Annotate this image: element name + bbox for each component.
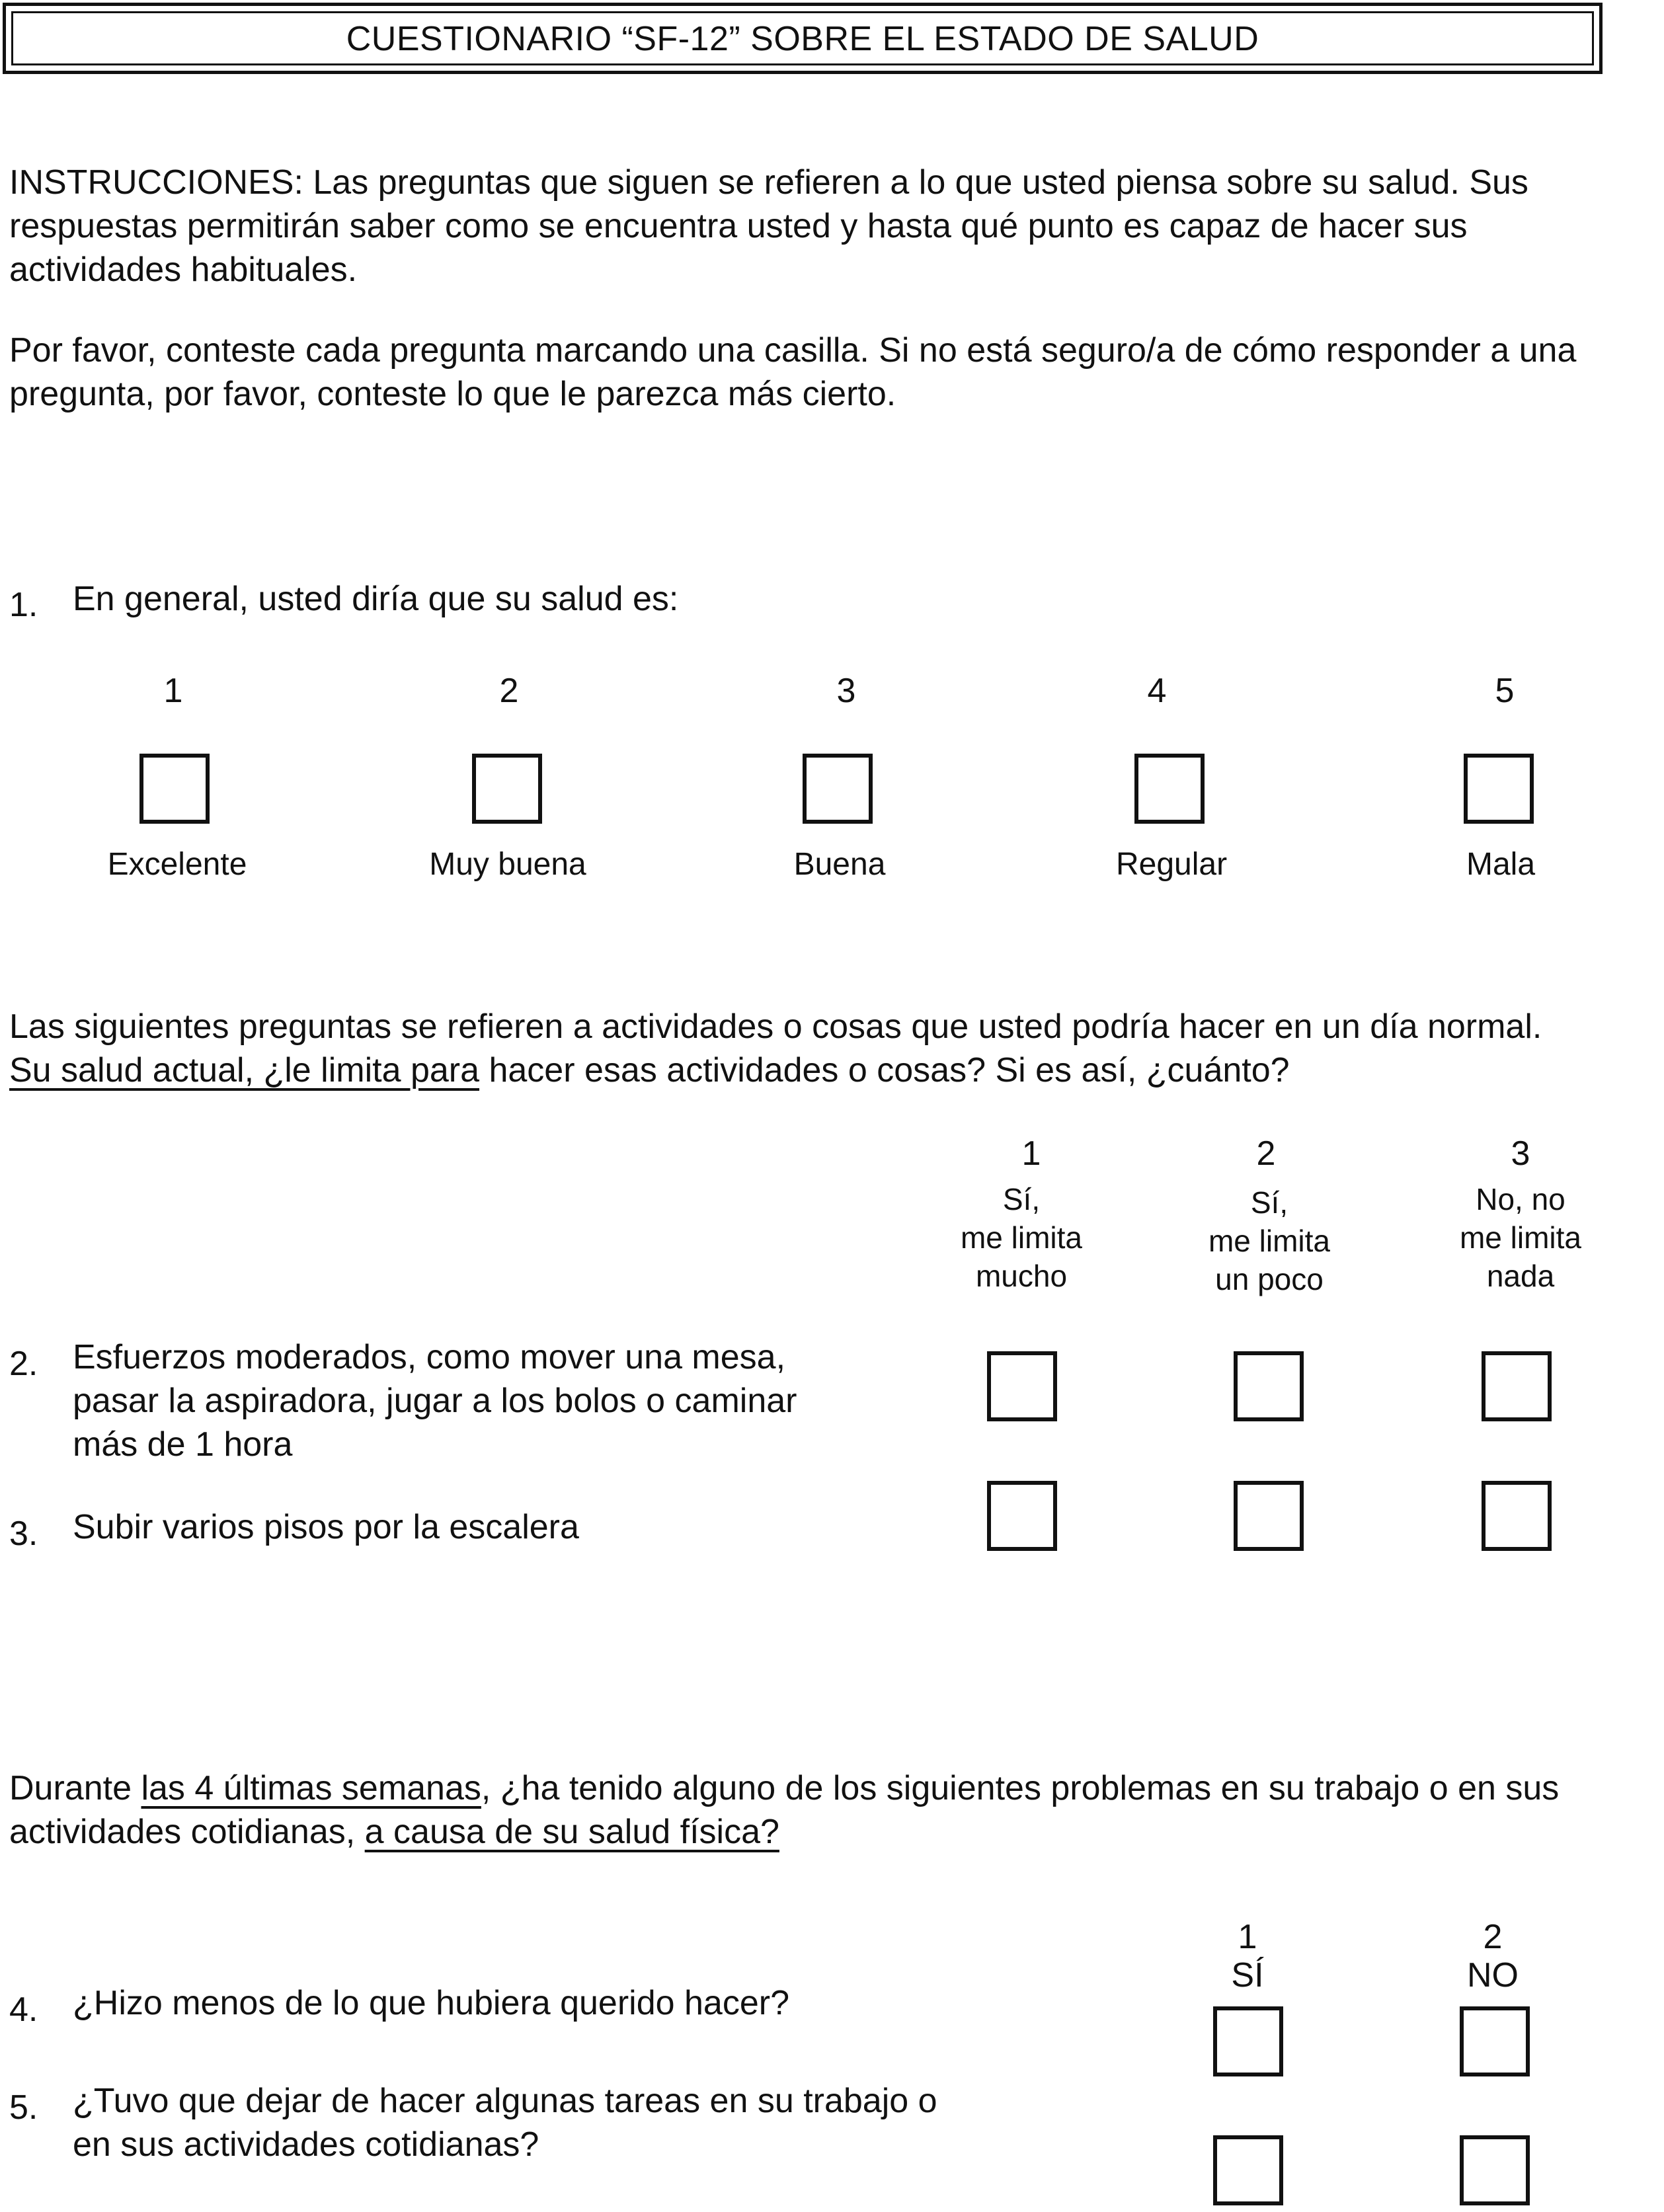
col-header-line: mucho — [975, 1259, 1068, 1293]
section2-intro-line2 — [9, 1048, 1649, 1092]
q3-checkbox-un-poco[interactable] — [1234, 1481, 1304, 1551]
col-header-line: me limita — [960, 1220, 1083, 1255]
section3-intro-line2 — [9, 1810, 1649, 1854]
q1-option-number: 1 — [163, 672, 183, 710]
q2-text-line: Esfuerzos moderados, como mover una mesa, — [73, 1338, 786, 1376]
q2-text — [73, 1335, 797, 1466]
section3-underlined-cause: a causa de su salud física? — [364, 1813, 779, 1851]
q1-option-label: Buena — [793, 847, 886, 882]
section3-intro-line1 — [9, 1766, 1649, 1810]
q1-checkbox-muy-buena[interactable] — [472, 754, 542, 824]
col-header-line: me limita — [1208, 1224, 1331, 1258]
q1-option-label: Excelente — [107, 847, 247, 882]
q1-option-label: Regular — [1115, 847, 1228, 882]
q4-checkbox-si[interactable] — [1213, 2006, 1283, 2076]
q3-number: 3. — [9, 1515, 38, 1553]
q2-text-line: pasar la aspiradora, jugar a los bolos o caminar — [73, 1382, 797, 1420]
q5-checkbox-no[interactable] — [1460, 2135, 1530, 2205]
q1-checkbox-regular[interactable] — [1134, 754, 1205, 824]
q3-text: Subir varios pisos por la escalera — [73, 1508, 579, 1546]
section2-intro — [9, 1005, 1649, 1092]
q4-checkbox-no[interactable] — [1460, 2006, 1530, 2076]
instructions-paragraph-2: Por favor, conteste cada pregunta marcando una casilla. Si no está seguro/a de cómo responder a una pregunta, por favor, conteste lo que le parezca más cierto. — [9, 331, 1577, 413]
section2-col-header-nada — [1421, 1180, 1620, 1295]
q3-checkbox-mucho[interactable] — [987, 1481, 1057, 1551]
col-header-line: Sí, — [1002, 1182, 1041, 1216]
q1-checkbox-buena[interactable] — [803, 754, 873, 824]
section2-col-header-mucho — [922, 1180, 1121, 1295]
section3-col-number: 1 — [1238, 1918, 1257, 1956]
q1-text: En general, usted diría que su salud es: — [73, 580, 679, 618]
q3-checkbox-nada[interactable] — [1482, 1481, 1552, 1551]
col-header-line: Sí, — [1250, 1185, 1288, 1220]
col-header-line: nada — [1486, 1259, 1555, 1293]
q5-text-line: en sus actividades cotidianas? — [73, 2125, 539, 2164]
section3-col-number: 2 — [1483, 1918, 1503, 1956]
q1-checkbox-excelente[interactable] — [139, 754, 210, 824]
q4-number: 4. — [9, 1991, 38, 2029]
q1-number: 1. — [9, 586, 38, 624]
q2-checkbox-mucho[interactable] — [987, 1351, 1057, 1421]
q1-checkbox-mala[interactable] — [1464, 754, 1534, 824]
section2-underlined-phrase: Su salud actual, ¿le limita para — [9, 1051, 480, 1089]
instructions-paragraph: INSTRUCCIONES: Las preguntas que siguen se refieren a lo que usted piensa sobre su salud. Sus respuestas permitirán saber como se encuentra usted y hasta qué punto es capaz de hacer sus actividades habituales. — [9, 163, 1528, 289]
section3-intro — [9, 1766, 1649, 1854]
q1-option-number: 5 — [1495, 672, 1515, 710]
section3-line2-prefix: actividades cotidianas, — [9, 1813, 365, 1851]
q5-text — [73, 2079, 937, 2166]
q1-option-number: 4 — [1147, 672, 1167, 710]
q5-checkbox-si[interactable] — [1213, 2135, 1283, 2205]
section2-col-number: 3 — [1511, 1134, 1530, 1173]
q1-option-label: Mala — [1466, 847, 1536, 882]
col-header-line: No, no — [1476, 1182, 1565, 1216]
q1-option-number: 2 — [499, 672, 519, 710]
q4-text: ¿Hizo menos de lo que hubiera querido hacer? — [73, 1984, 790, 2022]
section2-intro-line1: Las siguientes preguntas se refieren a actividades o cosas que usted podría hacer en un día normal. — [9, 1007, 1542, 1046]
q2-checkbox-un-poco[interactable] — [1234, 1351, 1304, 1421]
section3-col-label-no: NO — [1467, 1956, 1519, 1995]
col-header-line: me limita — [1459, 1220, 1582, 1255]
section3-prefix: Durante — [9, 1769, 141, 1807]
q5-text-line: ¿Tuvo que dejar de hacer algunas tareas en su trabajo o — [73, 2082, 937, 2120]
q5-number: 5. — [9, 2088, 38, 2127]
section3-col-label-si: SÍ — [1231, 1956, 1264, 1995]
q1-option-number: 3 — [836, 672, 856, 710]
section2-col-number: 2 — [1256, 1134, 1276, 1173]
col-header-line: un poco — [1215, 1262, 1324, 1296]
section3-underlined-period: las 4 últimas semanas — [141, 1769, 481, 1807]
title-frame — [3, 3, 1603, 74]
section2-intro-rest: hacer esas actividades o cosas? Si es así, ¿cuánto? — [479, 1051, 1290, 1089]
page-title: CUESTIONARIO “SF-12” SOBRE EL ESTADO DE SALUD — [346, 20, 1259, 58]
section3-mid: , ¿ha tenido alguno de los siguientes problemas en su trabajo o en sus — [481, 1769, 1560, 1807]
q2-text-line: más de 1 hora — [73, 1425, 293, 1464]
section2-col-header-un-poco — [1170, 1183, 1368, 1298]
q2-number: 2. — [9, 1345, 38, 1383]
q2-checkbox-nada[interactable] — [1482, 1351, 1552, 1421]
q1-option-label: Muy buena — [429, 847, 586, 882]
section2-col-number: 1 — [1021, 1134, 1041, 1173]
